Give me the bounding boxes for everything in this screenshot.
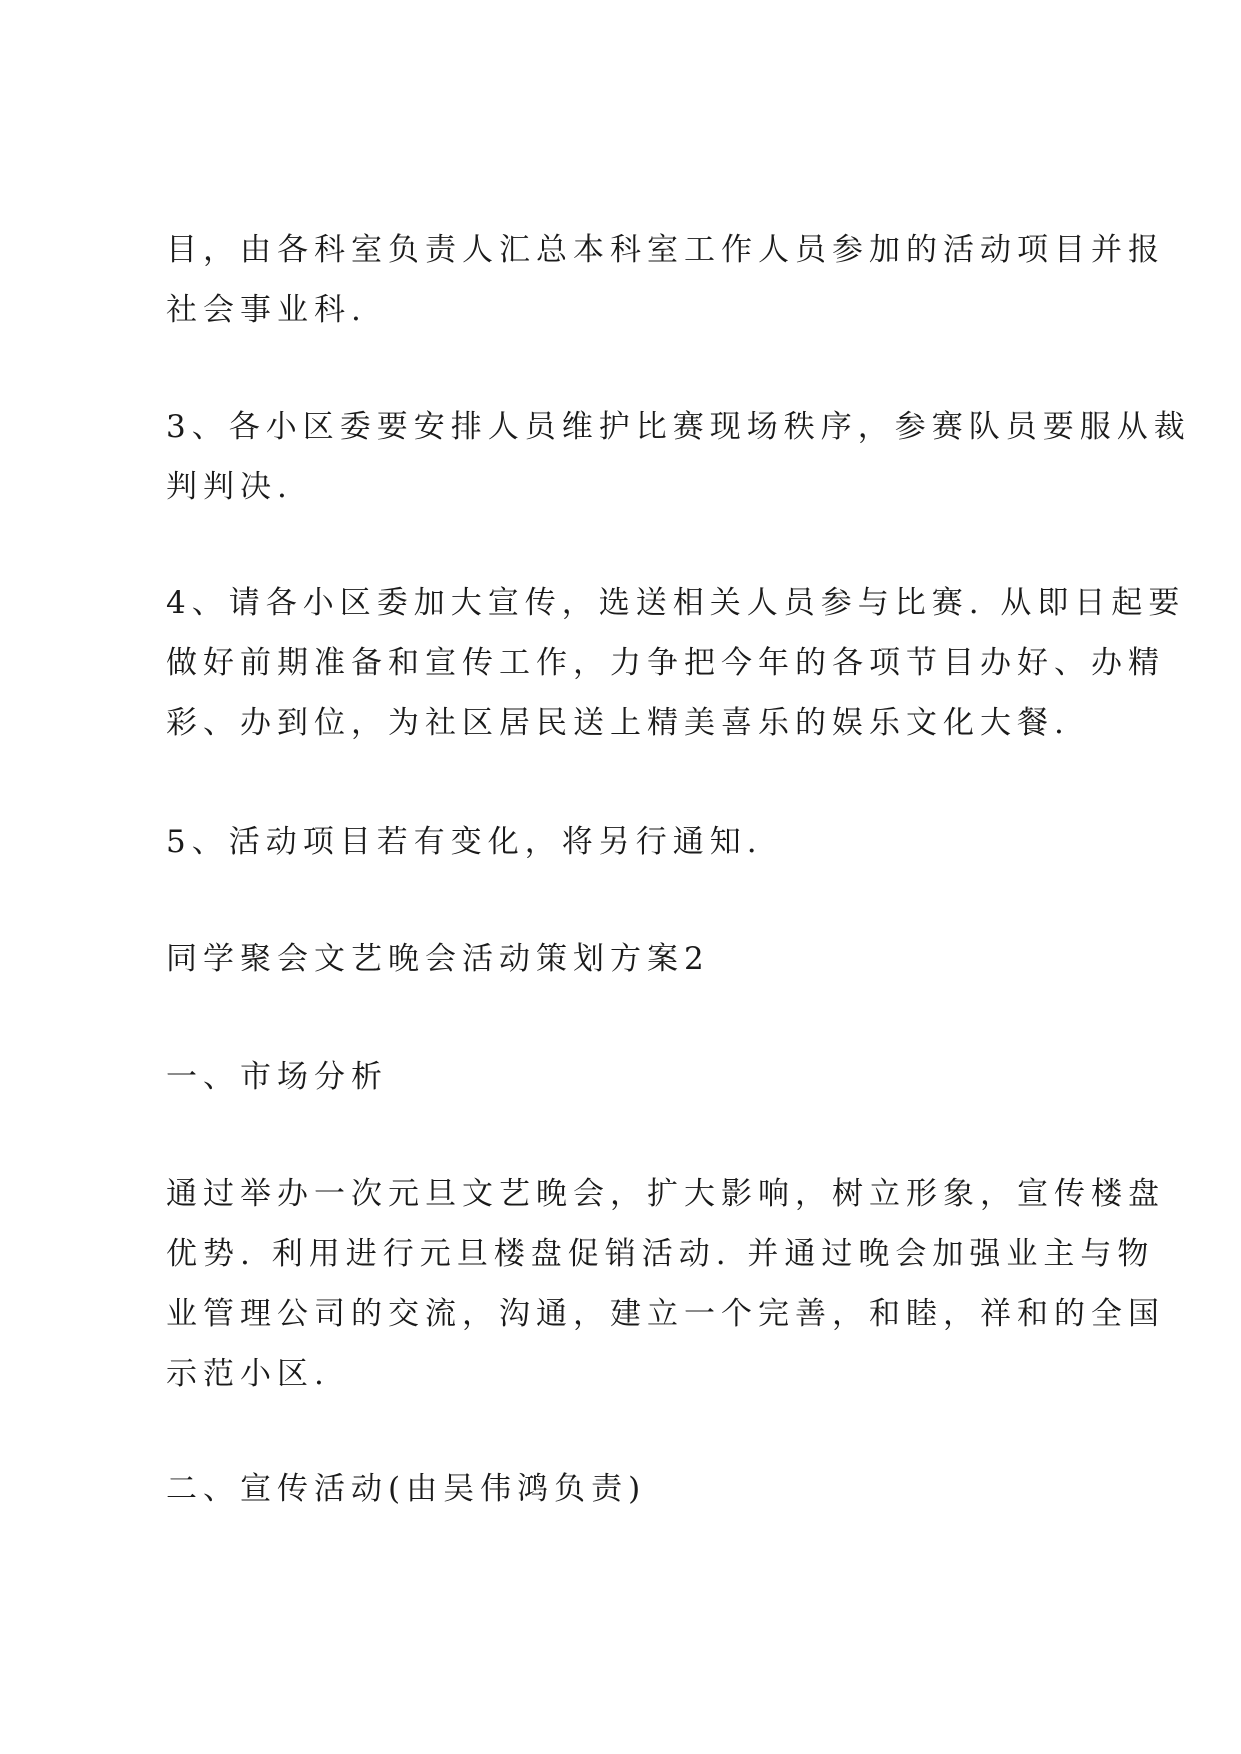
text-line: 一、市场分析 (166, 1059, 388, 1095)
paragraph-item-4 (166, 573, 1186, 753)
section-title (166, 929, 1086, 989)
text-line: 业管理公司的交流，沟通，建立一个完善，和睦，祥和的全国 (166, 1296, 1165, 1332)
text-line: 社会事业科. (166, 292, 367, 328)
text-line: 二、宣传活动(由吴伟鸿负责) (166, 1471, 647, 1507)
text-line: 4、请各小区委加大宣传，选送相关人员参与比赛. 从即日起要 (166, 585, 1186, 621)
paragraph-activity-summary (166, 220, 1165, 340)
text-line: 5、活动项目若有变化，将另行通知. (166, 824, 763, 860)
paragraph-market-analysis (166, 1164, 1165, 1404)
text-line: 目，由各科室负责人汇总本科室工作人员参加的活动项目并报 (166, 232, 1165, 268)
heading-market-analysis (166, 1047, 1086, 1107)
text-line: 同学聚会文艺晚会活动策划方案2 (166, 941, 710, 977)
heading-promotion-activity (166, 1459, 1086, 1519)
text-line: 做好前期准备和宣传工作，力争把今年的各项节目办好、办精 (166, 645, 1165, 681)
paragraph-item-3 (166, 397, 1191, 517)
text-line: 示范小区. (166, 1356, 330, 1392)
text-line: 彩、办到位，为社区居民送上精美喜乐的娱乐文化大餐. (166, 705, 1070, 741)
text-line: 优势. 利用进行元旦楼盘促销活动. 并通过晚会加强业主与物 (166, 1236, 1155, 1272)
text-line: 判判决. (166, 469, 293, 505)
text-line: 通过举办一次元旦文艺晚会，扩大影响，树立形象，宣传楼盘 (166, 1176, 1165, 1212)
text-line: 3、各小区委要安排人员维护比赛现场秩序，参赛队员要服从裁 (166, 409, 1191, 445)
paragraph-item-5 (166, 812, 1086, 872)
